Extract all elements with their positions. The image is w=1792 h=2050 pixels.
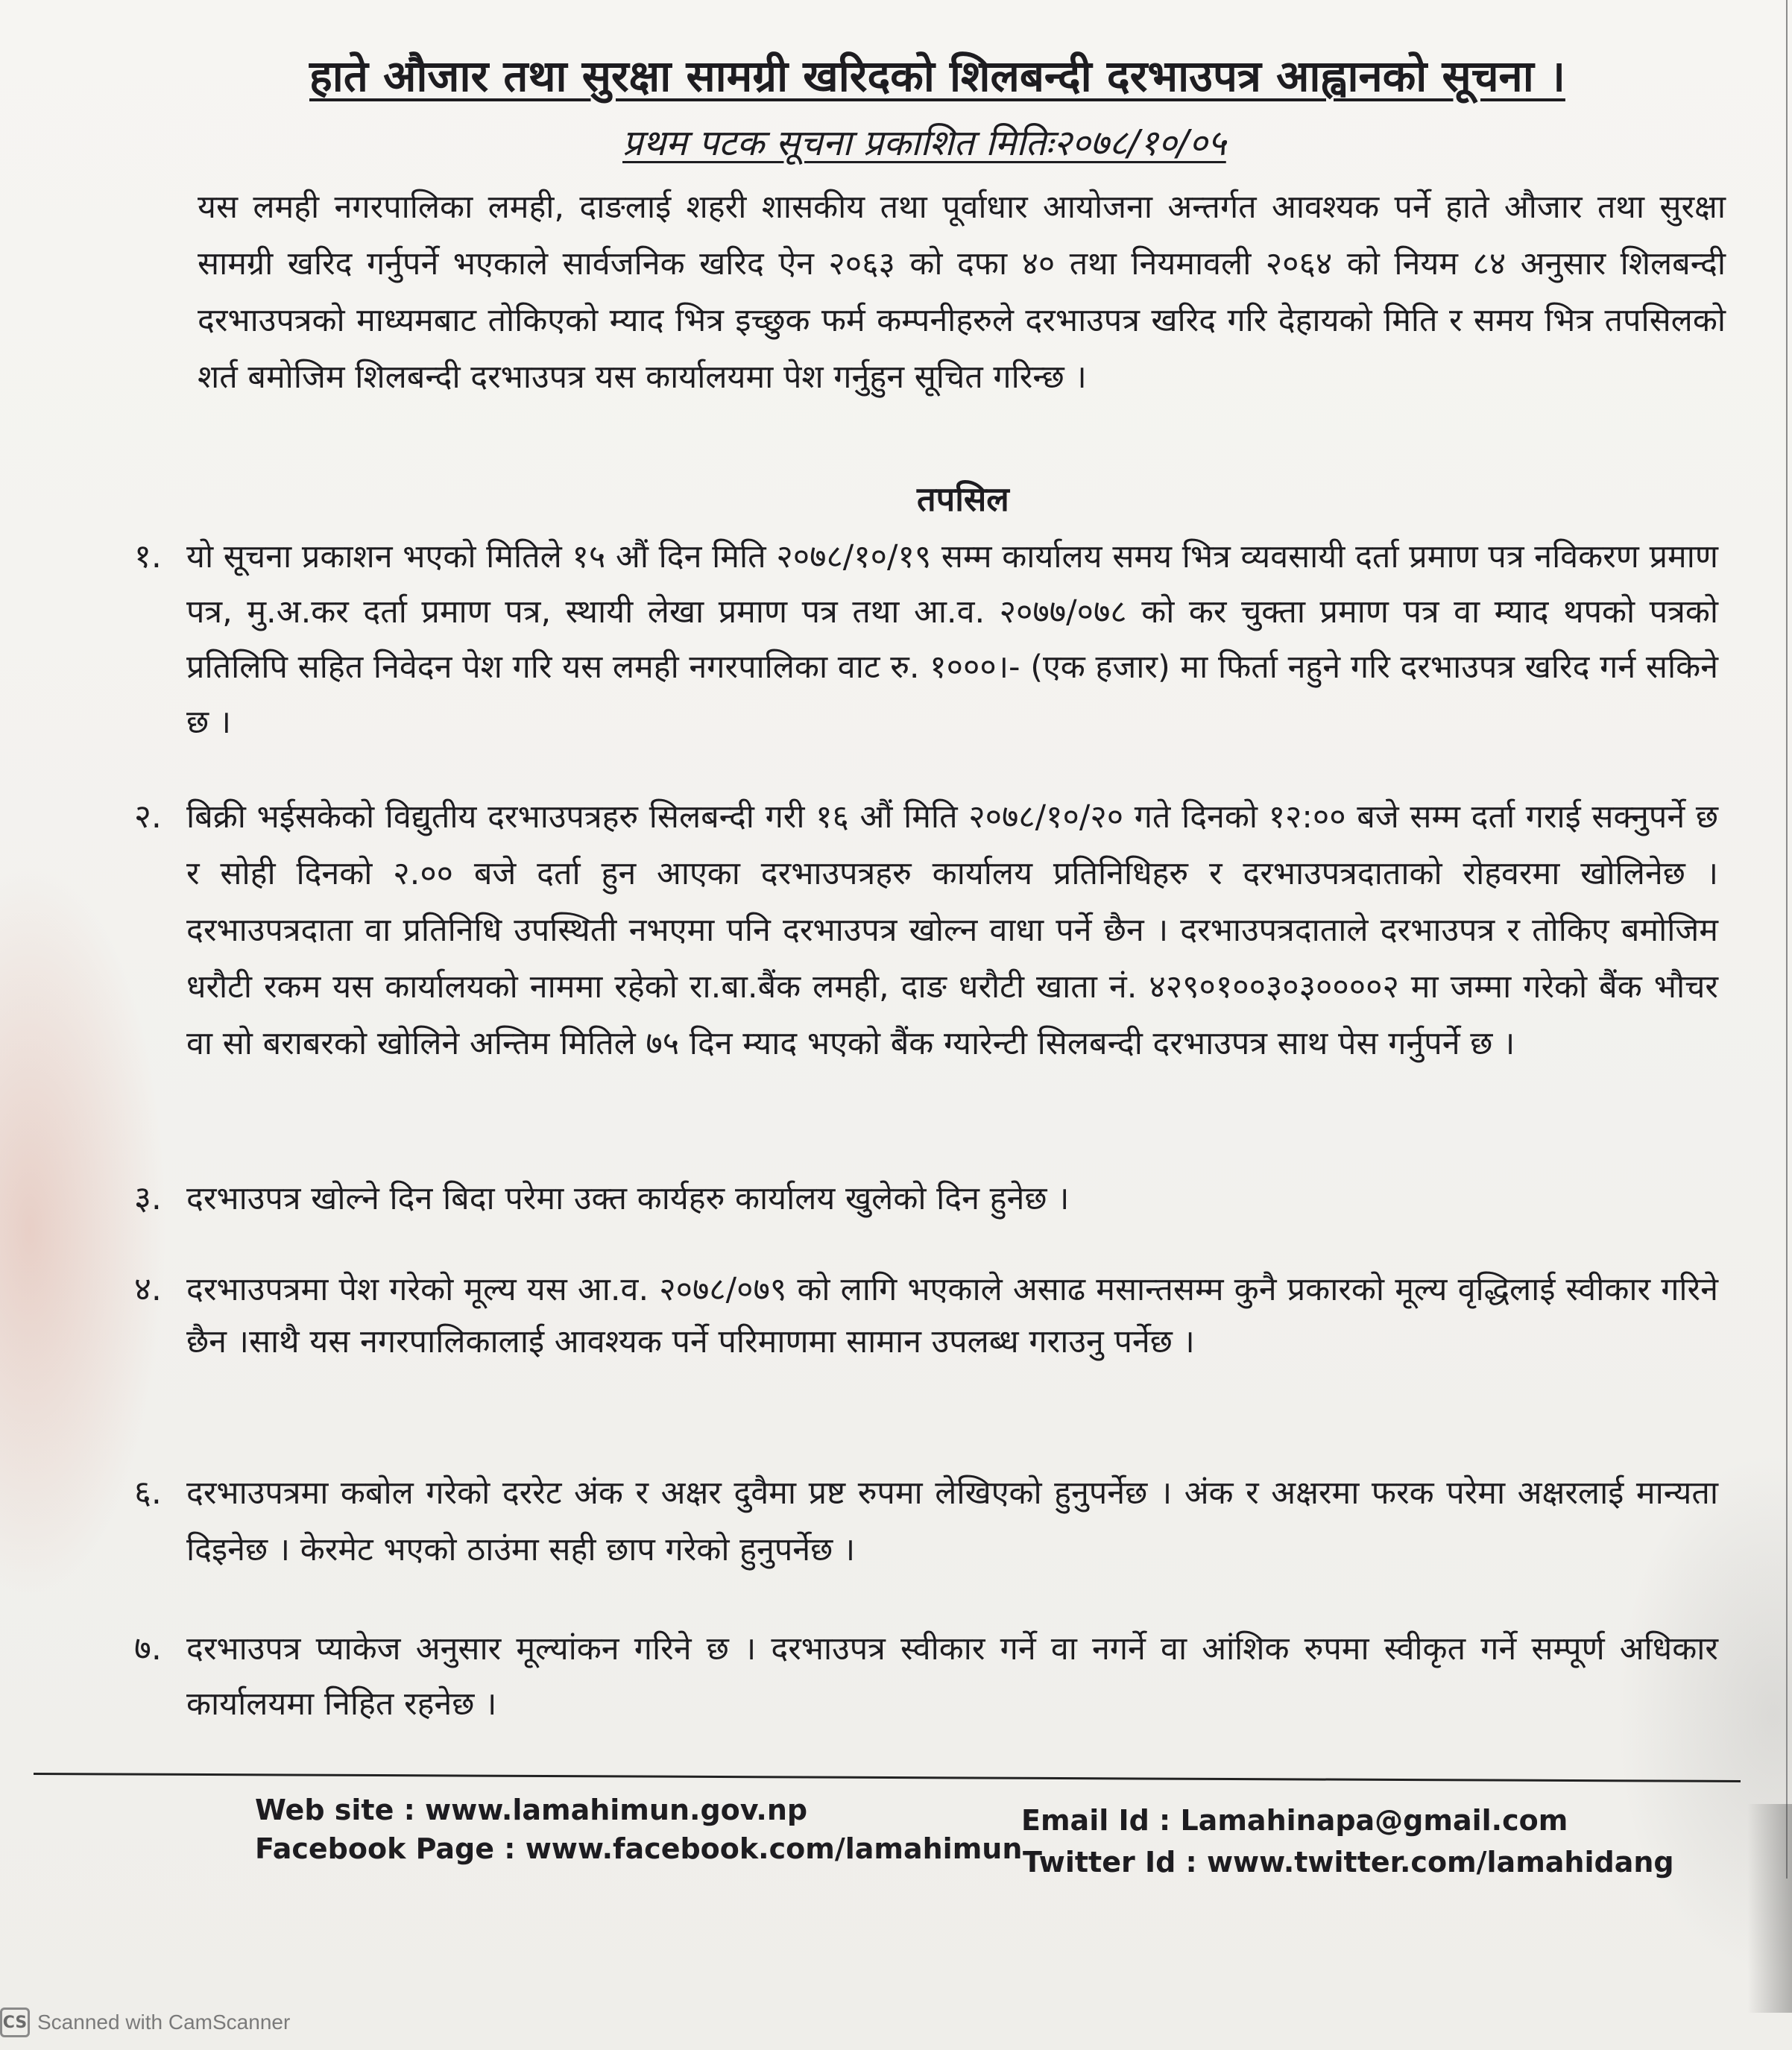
intro-paragraph: यस लमही नगरपालिका लमही, दाङलाई शहरी शासकीय तथा पूर्वाधार आयोजना अन्तर्गत आवश्यक पर्ने हाते औजार तथा सुरक्षा सामग्री खरिद गर्नुपर्ने भएकाले सार्वजनिक खरिद ऐन २०६३ को दफा ४० तथा नियमावली २०६४ को नियम ८४ अनुसार शिलबन्दी दरभाउपत्रको माध्यमबाट तोकिएको म्याद भित्र इच्छुक फर्म कम्पनीहरुले दरभाउपत्र खरिद गरि देहायको मिति र समय भित्र तपसिलको शर्त बमोजिम शिलबन्दी दरभाउपत्र यस कार्यालयमा पेश गर्नुहुन सूचित गरिन्छ । bbox=[198, 189, 1726, 396]
condition-text: दरभाउपत्र प्याकेज अनुसार मूल्यांकन गरिने छ । दरभाउपत्र स्वीकार गर्ने वा नगर्ने वा आंशिक रुपमा स्वीकृत गर्ने सम्पूर्ण अधिकार कार्यालयमा निहित रहनेछ । bbox=[186, 1630, 1718, 1723]
condition-text: बिक्री भईसकेको विद्युतीय दरभाउपत्रहरु सिलबन्दी गरी १६ औं मिति २०७८/१०/२० गते दिनको १२:०० बजे सम्म दर्ता गराई सक्नुपर्ने छ र सोही दिनको २.०० बजे दर्ता हुन आएका दरभाउपत्रहरु कार्यालय प्रतिनिधिहरु र दरभाउपत्रदाताको रोहवरमा खोलिनेछ । दरभाउपत्रदाता वा प्रतिनिधि उपस्थिती नभएमा पनि दरभाउपत्र खोल्न वाधा पर्ने छैन । दरभाउपत्रदाताले दरभाउपत्र र तोकिए बमोजिम धरौटी रकम यस कार्यालयको नाममा रहेको रा.बा.बैंक लमही, दाङ धरौटी खाता नं. ४२९०१००३०३००००२ मा जम्मा गरेको बैंक भौचर वा सो बराबरको खोलिने अन्तिम मितिले ७५ दिन म्याद भएको बैंक ग्यारेन्टी सिलबन्दी दरभाउपत्र साथ पेस गर्नुपर्ने छ । bbox=[186, 798, 1718, 1062]
condition-number: १. bbox=[134, 537, 162, 575]
footer-twitter: Twitter Id : www.twitter.com/lamahidang bbox=[1023, 1846, 1674, 1879]
condition-number: ७. bbox=[134, 1630, 162, 1668]
footer-divider bbox=[34, 1773, 1741, 1782]
camscanner-watermark bbox=[0, 2004, 290, 2041]
schedule-heading: तपसिल bbox=[917, 479, 1009, 519]
page-edge-line bbox=[1786, 0, 1788, 1879]
footer-facebook: Facebook Page : www.facebook.com/lamahimun bbox=[255, 1832, 1023, 1865]
notice-title: हाते औजार तथा सुरक्षा सामग्री खरिदको शिलबन्दी दरभाउपत्र आह्वानको सूचना । bbox=[309, 51, 1565, 101]
publication-date-line: प्रथम पटक सूचना प्रकाशित मितिः२०७८/१०/०५ bbox=[622, 122, 1226, 164]
condition-text: यो सूचना प्रकाशन भएको मितिले १५ औं दिन मिति २०७८/१०/१९ सम्म कार्यालय समय भित्र व्यवसायी दर्ता प्रमाण पत्र नविकरण प्रमाण पत्र, मु.अ.कर दर्ता प्रमाण पत्र, स्थायी लेखा प्रमाण पत्र तथा आ.व. २०७७/०७८ को कर चुक्ता प्रमाण पत्र वा म्याद थपको पत्रको प्रतिलिपि सहित निवेदन पेश गरि यस लमही नगरपालिका वाट रु. १०००।- (एक हजार) मा फिर्ता नहुने गरि दरभाउपत्र खरिद गर्न सकिने छ । bbox=[186, 538, 1718, 741]
condition-text: दरभाउपत्रमा कबोल गरेको दररेट अंक र अक्षर दुवैमा प्रष्ट रुपमा लेखिएको हुनुपर्नेछ । अंक र अक्षरमा फरक परेमा अक्षरलाई मान्यता दिइनेछ । केरमेट भएको ठाउंमा सही छाप गरेको हुनुपर्नेछ । bbox=[186, 1475, 1718, 1568]
condition-text: दरभाउपत्रमा पेश गरेको मूल्य यस आ.व. २०७८/०७९ को लागि भएकाले असाढ मसान्तसम्म कुनै प्रकारको मूल्य वृद्धिलाई स्वीकार गरिने छैन ।साथै यस नगरपालिकालाई आवश्यक पर्ने परिमाणमा सामान उपलब्ध गराउनु पर्नेछ । bbox=[186, 1271, 1718, 1360]
condition-number: ४. bbox=[134, 1270, 162, 1308]
condition-number: ६. bbox=[134, 1474, 162, 1512]
footer-website: Web site : www.lamahimun.gov.np bbox=[255, 1794, 808, 1826]
condition-number: २. bbox=[134, 798, 162, 836]
camscanner-text: Scanned with CamScanner bbox=[37, 2010, 291, 2034]
footer-email: Email Id : Lamahinapa@gmail.com bbox=[1021, 1804, 1568, 1837]
camscanner-logo-icon: CS bbox=[0, 2008, 30, 2037]
condition-text: दरभाउपत्र खोल्ने दिन बिदा परेमा उक्त कार्यहरु कार्यालय खुलेको दिन हुनेछ । bbox=[186, 1180, 1070, 1217]
page-edge-shadow bbox=[1747, 1804, 1792, 2013]
condition-number: ३. bbox=[134, 1179, 162, 1217]
